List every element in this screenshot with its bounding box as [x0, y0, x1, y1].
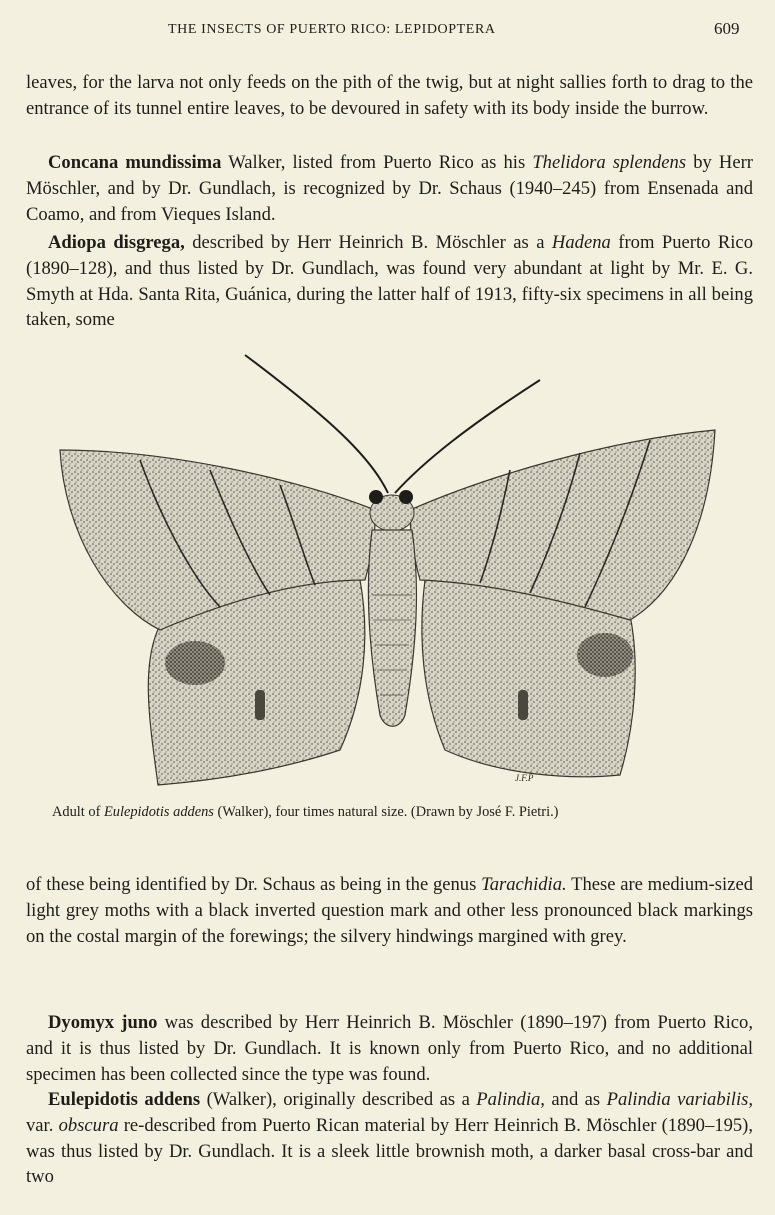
paragraph-adiopa	[26, 230, 753, 333]
right-hindwing-mark	[518, 690, 528, 720]
paragraph-text: These are medium-sized light grey moths with a black inverted question mark and other less pronounced black markings on the costal margin of the forewings; the silvery hindwings margined with grey.	[26, 874, 753, 947]
caption-text: Adult of	[52, 804, 104, 820]
moth-abdomen	[368, 530, 416, 726]
genus-name: Tarachidia.	[481, 874, 567, 895]
paragraph-text: from Puerto Rico (1890–128), and thus listed by Dr. Gundlach, was found very abundant at light by Mr. E. G. Smyth at Hda. Santa Rita, Guánica, during the latter half of 1913, fifty-six specimens in all being taken, some	[26, 232, 753, 331]
page-number: 609	[714, 19, 740, 38]
artist-initials: J.F.P	[515, 773, 534, 783]
right-hindwing-spot	[577, 633, 633, 677]
left-eye	[369, 490, 383, 504]
paragraph-text: described by Herr Heinrich B. Möschler as a	[184, 232, 552, 253]
left-hindwing-mark	[255, 690, 265, 720]
caption-species: Eulepidotis addens	[103, 804, 214, 820]
left-hindwing-spot	[165, 641, 225, 685]
genus-name: Palindia,	[476, 1089, 545, 1110]
paragraph-dyomyx	[26, 1010, 753, 1087]
right-eye	[399, 490, 413, 504]
moth-illustration	[50, 345, 726, 795]
paragraph-larva-habits: leaves, for the larva not only feeds on the pith of the twig, but at night sallies forth to drag to the entrance of its tunnel entire leaves, to be devoured in safety with its body inside the burrow.	[26, 72, 753, 119]
species-name: Adiopa disgrega,	[48, 232, 185, 253]
paragraph-text: Walker, listed from Puerto Rico as his	[221, 152, 533, 173]
paragraph-text: by Herr Möschler, and by Dr. Gundlach, is recognized by Dr. Schaus (1940–245) from Ensenada and Coamo, and from Vieques Island.	[26, 152, 753, 225]
figure-caption	[52, 802, 752, 823]
genus-name: Hadena	[551, 232, 611, 253]
paragraph-text: was described by Herr Heinrich B. Möschler (1890–197) from Puerto Rico, and it is thus listed by Dr. Gundlach. It is known only from Puerto Rico, and no additional specimen has been collected since the type was found.	[26, 1012, 753, 1085]
caption-text: (Walker), four times natural size. (Drawn by José F. Pietri.)	[213, 804, 559, 820]
paragraph-text: and as	[544, 1089, 607, 1110]
paragraph-text: var.	[26, 1114, 59, 1136]
synonym-name: Thelidora splendens	[532, 152, 687, 173]
paragraph-tarachidia	[26, 872, 753, 949]
species-name: Eulepidotis addens	[48, 1089, 201, 1110]
species-name: Concana mundissima	[48, 152, 222, 173]
running-head	[0, 18, 775, 42]
moth-drawing	[50, 345, 726, 795]
species-name: Dyomyx juno	[48, 1012, 158, 1033]
paragraph-text: (Walker), originally described as a	[200, 1089, 477, 1110]
paragraph-eulepidotis	[26, 1087, 753, 1190]
variety-name: obscura	[58, 1114, 119, 1136]
paragraph-text: re-described from Puerto Rican material by Herr Heinrich B. Möschler (1890–195), was thus listed by Dr. Gundlach. It is a sleek little brownish moth, a darker basal cross-bar and two	[26, 1114, 754, 1188]
left-antenna	[245, 355, 388, 493]
genus-name: Palindia variabilis,	[606, 1089, 753, 1110]
running-title: THE INSECTS OF PUERTO RICO: LEPIDOPTERA	[168, 22, 496, 37]
paragraph-text: of these being identified by Dr. Schaus as being in the genus	[26, 874, 482, 895]
paragraph-concana	[26, 150, 753, 227]
